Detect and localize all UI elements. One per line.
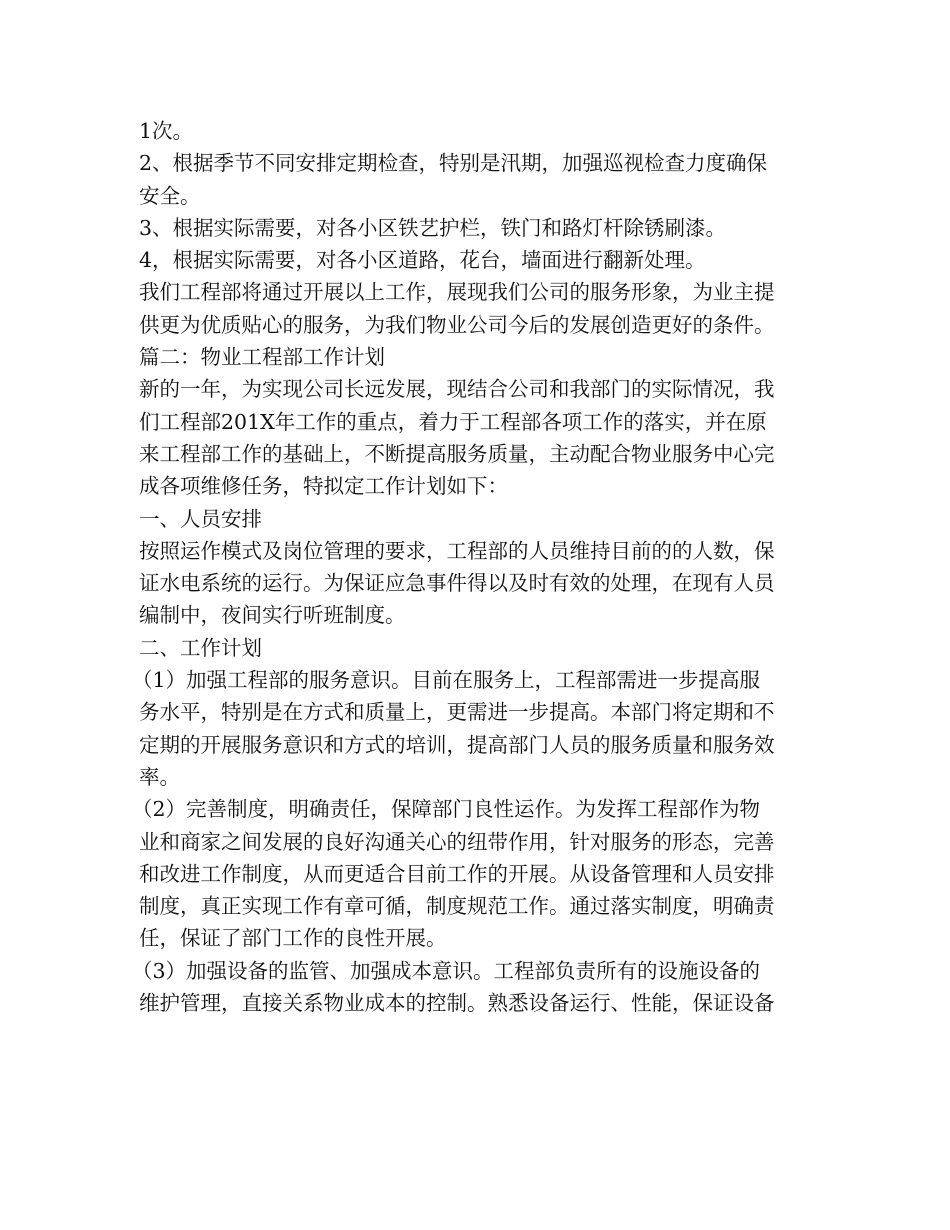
text-line: 按照运作模式及岗位管理的要求，工程部的人员维持目前的的人数，保 (139, 538, 775, 563)
document-body (132, 115, 819, 1019)
section-heading: 篇二：物业工程部工作计划 (139, 345, 385, 370)
text-line: 安全。 (139, 183, 201, 208)
text-line: 编制中，夜间实行听班制度。 (139, 603, 406, 628)
text-line: 3、根据实际需要，对各小区铁艺护栏，铁门和路灯杆除锈刷漆。 (139, 215, 727, 240)
text-line: 1次。 (139, 119, 194, 143)
text-line: 们工程部201X年工作的重点，着力于工程部各项工作的落实，并在原 (139, 409, 767, 434)
text-line: 务水平，特别是在方式和质量上，更需进一步提高。本部门将定期和不 (139, 700, 775, 725)
subsection-heading: 二、工作计划 (139, 635, 262, 660)
text-line: 和改进工作制度，从而更适合目前工作的开展。从设备管理和人员安排 (139, 861, 775, 886)
text-line: （1）加强工程部的服务意识。目前在服务上，工程部需进一步提高服 (132, 668, 761, 693)
text-line: （2）完善制度，明确责任，保障部门良性运作。为发挥工程部作为物 (132, 797, 761, 822)
text-line: 业和商家之间发展的良好沟通关心的纽带作用，针对服务的形态，完善 (139, 829, 775, 854)
text-line: 2、根据季节不同安排定期检查，特别是汛期，加强巡视检查力度确保 (139, 151, 768, 176)
text-line: 证水电系统的运行。为保证应急事件得以及时有效的处理，在现有人员 (139, 571, 775, 596)
text-line: 供更为优质贴心的服务，为我们物业公司今后的发展创造更好的条件。 (139, 312, 775, 337)
text-line: 我们工程部将通过开展以上工作，展现我们公司的服务形象，为业主提 (139, 280, 775, 305)
text-line: 来工程部工作的基础上，不断提高服务质量，主动配合物业服务中心完 (139, 441, 775, 466)
text-line: 率。 (139, 764, 180, 789)
text-line: 成各项维修任务，特拟定工作计划如下： (139, 474, 508, 499)
text-line: 新的一年，为实现公司长远发展，现结合公司和我部门的实际情况，我 (139, 377, 775, 402)
text-line: （3）加强设备的监管、加强成本意识。工程部负责所有的设施设备的 (132, 958, 761, 983)
subsection-heading: 一、人员安排 (139, 506, 262, 531)
text-line: 制度，真正实现工作有章可循，制度规范工作。通过落实制度，明确责 (139, 894, 775, 919)
text-line: 4，根据实际需要，对各小区道路，花台，墙面进行翻新处理。 (139, 248, 706, 273)
text-line: 维护管理，直接关系物业成本的控制。熟悉设备运行、性能，保证设备 (139, 991, 775, 1016)
text-line: 任，保证了部门工作的良性开展。 (139, 926, 447, 951)
text-line: 定期的开展服务意识和方式的培训，提高部门人员的服务质量和服务效 (139, 732, 775, 757)
